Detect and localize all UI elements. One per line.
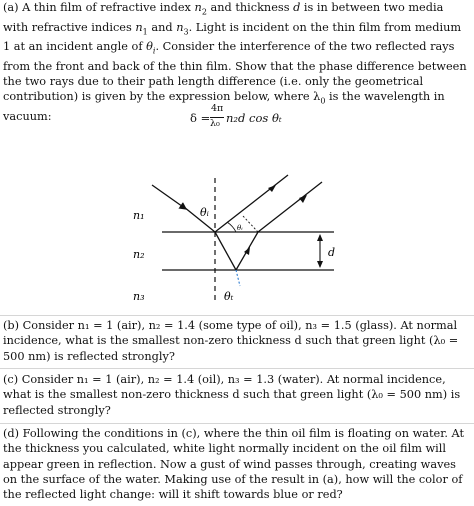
reflected-ray-2 bbox=[258, 182, 322, 232]
symbol-n3: n bbox=[176, 20, 184, 34]
label-theta-small: θᵢ bbox=[237, 224, 243, 232]
label-n3: n₃ bbox=[133, 290, 145, 303]
equation-numerator: 4π bbox=[211, 103, 224, 114]
reflected-ray-1 bbox=[215, 175, 288, 232]
symbol-n1-sub: 1 bbox=[142, 26, 148, 36]
incident-ray bbox=[152, 185, 186, 209]
angle-arc bbox=[227, 222, 236, 232]
symbol-lambda-sub: 0 bbox=[320, 96, 326, 106]
part-b-text: (b) Consider n₁ = 1 (air), n₂ = 1.4 (some type of oil), n₃ = 1.5 (glass). At normal incidence, what is the smallest non-zero thickness d such that green light (λ₀ = 500 nm) is reflected strongly? bbox=[3, 319, 459, 363]
part-a-text-3: is in between two media with refractive indices bbox=[3, 1, 444, 34]
equation-rhs: n₂d cos θₜ bbox=[226, 111, 282, 125]
symbol-n1: n bbox=[135, 20, 143, 34]
label-theta-i: θᵢ bbox=[200, 206, 209, 219]
part-a-text-1: (a) A thin film of refractive index bbox=[3, 1, 195, 14]
part-a-text-7: is the wavelength in vacuum: bbox=[3, 90, 445, 123]
equation-lhs: δ = bbox=[190, 111, 211, 125]
label-n1: n₁ bbox=[133, 209, 145, 222]
thickness-arrow-bottom bbox=[317, 261, 323, 268]
symbol-n2-sub: 2 bbox=[201, 7, 207, 17]
part-a-text-5: . Light is incident on the thin film from medium 1 at an incident angle of bbox=[3, 20, 462, 54]
divider-b bbox=[0, 315, 474, 316]
thickness-arrow-top bbox=[317, 234, 323, 241]
symbol-n3-sub: 3 bbox=[183, 26, 189, 36]
part-a-text-4: and bbox=[147, 20, 177, 34]
divider-c bbox=[0, 368, 474, 369]
divider-d bbox=[0, 423, 474, 424]
reflected-ray-1-arrow bbox=[268, 185, 276, 192]
label-d: d bbox=[328, 246, 336, 259]
perpendicular-construction bbox=[243, 216, 258, 232]
equation-denominator: λ₀ bbox=[210, 118, 220, 129]
part-a-text-2: and thickness bbox=[206, 1, 294, 14]
label-theta-t: θₜ bbox=[224, 290, 234, 303]
part-d-text: (d) Following the conditions in (c), where the thin oil film is floating on water. At the thickness you calculated, white light normally incident on the oil film will appear green in reflection. Now a gust of wind passes through, creating waves on the surface of the water. Making use of the result in (a), how will the color of the reflected light change: will it shift towards blue or red? bbox=[3, 427, 465, 502]
symbol-theta-i-sub: i bbox=[152, 46, 156, 56]
symbol-n2: n bbox=[194, 1, 202, 14]
symbol-theta-i: θ bbox=[146, 40, 153, 54]
transmitted-ray bbox=[236, 270, 240, 286]
symbol-d: d bbox=[293, 1, 301, 14]
refracted-ray-down bbox=[215, 232, 236, 270]
part-a-text-6: . Consider the interference of the two reflected rays from the front and back of the thin film. Show that the phase difference between the two rays due to their path length difference (i.e. only the geometrical contribution) is given by the expression below, where λ bbox=[3, 40, 467, 104]
label-n2: n₂ bbox=[133, 248, 145, 261]
part-c-text: (c) Consider n₁ = 1 (air), n₂ = 1.4 (oil), n₃ = 1.3 (water). At normal incidence, what is the smallest non-zero thickness d such that green light (λ₀ = 500 nm) is reflected strongly? bbox=[3, 373, 461, 417]
